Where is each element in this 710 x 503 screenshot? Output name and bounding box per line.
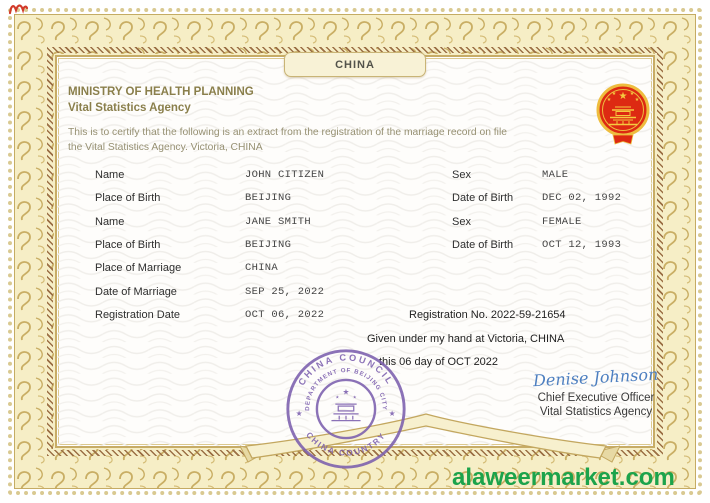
field-value: MALE xyxy=(542,169,569,181)
seal-right-star-icon: ★ xyxy=(388,408,396,418)
day-statement: this 06 day of OCT 2022 xyxy=(379,356,499,368)
field-label: Place of Birth xyxy=(95,239,161,251)
registration-number: Registration No. 2022-59-21654 xyxy=(409,309,566,321)
officer-agency: Vital Statistics Agency xyxy=(539,406,653,418)
country-banner-label: CHINA xyxy=(335,58,375,71)
field-value: OCT 06, 2022 xyxy=(245,309,325,321)
officer-title: Chief Executive Officer xyxy=(537,392,655,404)
seal-center-emblem xyxy=(331,387,360,420)
china-national-emblem-icon xyxy=(592,82,654,148)
country-banner xyxy=(284,52,426,77)
svg-text:★: ★ xyxy=(634,97,640,103)
svg-text:★: ★ xyxy=(618,91,628,102)
signature: Denise Johnson xyxy=(532,364,660,391)
seal-middle-text: DEPARTMENT OF BEIJING CITY xyxy=(304,367,388,411)
svg-text:★: ★ xyxy=(342,387,350,397)
svg-text:★: ★ xyxy=(335,395,340,401)
field-value: JANE SMITH xyxy=(245,216,312,228)
field-label: Name xyxy=(95,169,125,181)
corner-red-mark-icon xyxy=(8,1,28,15)
field-value: OCT 12, 1993 xyxy=(542,239,622,251)
official-seal xyxy=(283,346,409,472)
field-value: SEP 25, 2022 xyxy=(245,286,325,298)
field-label: Date of Marriage xyxy=(95,286,177,298)
field-label: Place of Birth xyxy=(95,192,161,204)
field-label: Sex xyxy=(452,216,471,228)
certification-statement: This is to certify that the following is an extract from the registration of the marriage record on file the Vital Statistics Agency. Victoria, CHINA xyxy=(68,127,507,153)
field-value: BEIJING xyxy=(245,239,292,251)
agency-title: Vital Statistics Agency xyxy=(68,102,191,114)
field-label: Name xyxy=(95,216,125,228)
ministry-title: MINISTRY OF HEALTH PLANNING xyxy=(68,86,254,98)
field-label: Place of Marriage xyxy=(95,262,182,274)
site-watermark: alaweermarket.com xyxy=(452,464,675,491)
seal-bottom-text: CHINA COUNTRY xyxy=(304,430,388,458)
field-value: BEIJING xyxy=(245,192,292,204)
svg-text:★: ★ xyxy=(611,91,617,97)
field-value: CHINA xyxy=(245,262,279,274)
seal-left-star-icon: ★ xyxy=(295,408,303,418)
given-statement: Given under my hand at Victoria, CHINA xyxy=(367,333,565,345)
field-label: Date of Birth xyxy=(452,192,514,204)
field-label: Registration Date xyxy=(95,309,180,321)
svg-text:★: ★ xyxy=(352,395,357,401)
field-value: JOHN CITIZEN xyxy=(245,169,325,181)
ministry-header xyxy=(68,84,254,116)
svg-text:★: ★ xyxy=(606,97,612,103)
field-label: Sex xyxy=(452,169,471,181)
svg-text:★: ★ xyxy=(629,91,635,97)
seal-top-text: CHINA COUNCIL xyxy=(296,352,396,388)
field-value: FEMALE xyxy=(542,216,582,228)
field-label: Date of Birth xyxy=(452,239,514,251)
field-value: DEC 02, 1992 xyxy=(542,192,622,204)
svg-text:CHINA COUNTRY xyxy=(304,430,388,457)
